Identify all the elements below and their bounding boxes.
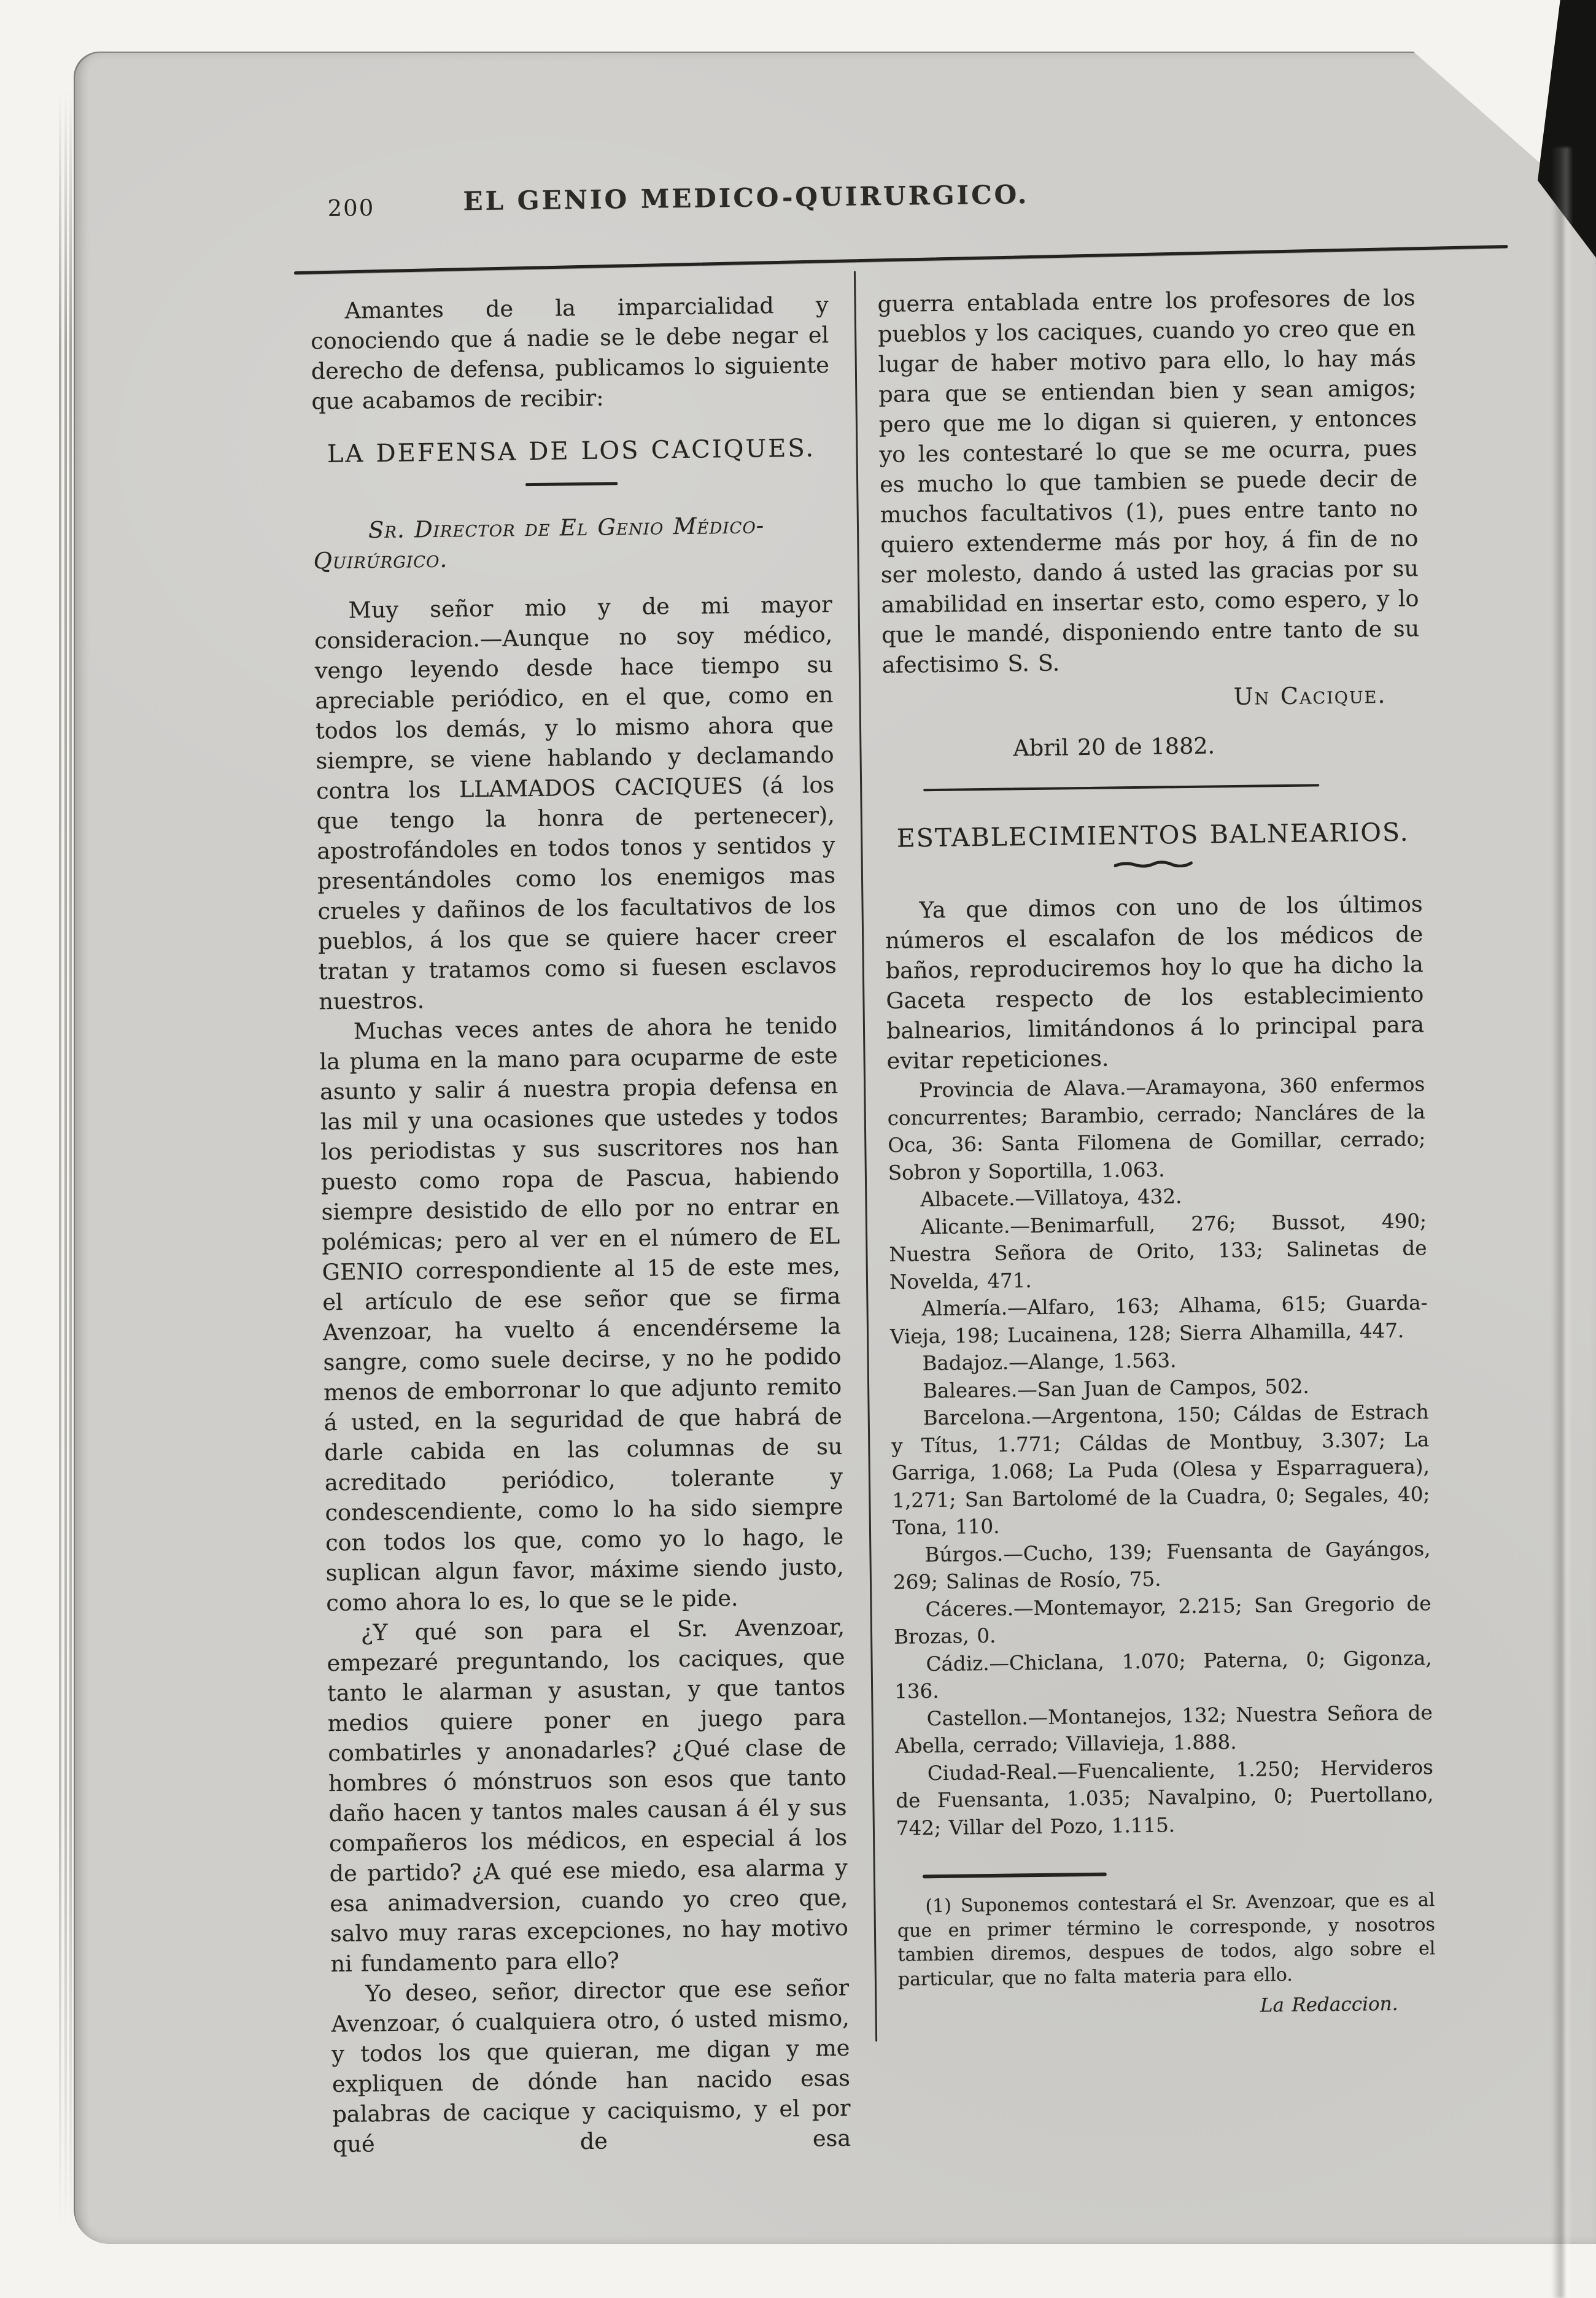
letter-date: Abril 20 de 1882. <box>1013 732 1215 762</box>
sheet-edge-line <box>59 92 61 2228</box>
sheet-edge-line <box>64 92 67 2228</box>
section-intro: Ya que dimos con uno de los últimos números el escalafon de los médicos de baños, reproduciremos hoy lo que ha dicho la Gaceta respecto de los establecimiento balnearios, limitándonos á lo principal para evitar repeticiones. <box>885 891 1425 1074</box>
balneario-entry: Castellon.—Montanejos, 132; Nuestra Señora de Abella, cerrado; Villavieja, 1.888. <box>895 1700 1433 1758</box>
balneario-list <box>887 1070 1434 1842</box>
letter-signature: Un Cacique. <box>1233 681 1387 711</box>
journal-title: EL GENIO MEDICO-QUIRURGICO. <box>463 179 1029 217</box>
intro-paragraph: Amantes de la imparcialidad y conociendo que á nadie se le debe negar el derecho de defensa, publicamos lo siguiente que acabamos de recibir: <box>310 292 830 415</box>
section-divider-rule <box>923 784 1319 791</box>
column-divider <box>854 271 877 2042</box>
balneario-entry: Ciudad-Real.—Fuencaliente, 1.250; Hervideros de Fuensanta, 1.035; Navalpino, 0; Puertollano, 742; Villar del Pozo, 1.115. <box>896 1755 1434 1840</box>
balneario-entry: Cáceres.—Montemayor, 2.215; San Gregorio de Brozas, 0. <box>893 1591 1431 1649</box>
footnote-rule <box>923 1873 1107 1879</box>
balneario-entry: Cádiz.—Chiclana, 1.070; Paterna, 0; Gigonza, 136. <box>894 1646 1432 1703</box>
balneario-entry: Badajoz.—Alange, 1.563. <box>922 1348 1177 1375</box>
letter-paragraph: Muchas veces antes de ahora he tenido la pluma en la mano para ocuparme de este asunto y salir á nuestra propia defensa en las mil y una ocasiones que ustedes y todos los periodistas y sus suscritores nos han puesto como ropa de Pascua, habiendo siempre desistido de ello por no entrar en polémicas; pero al ver en el número de EL GENIO correspondiente al 15 de este mes, el artículo de ese señor que se firma Avenzoar, ha vuelto á encendérseme la sangre, como suele decirse, y no he podido menos de emborronar lo que adjunto remito á usted, en la seguridad de que habrá de darle cabida en las columnas de su acreditado periódico, tolerante y condescendiente, como lo ha sido siempre con todos los que, como yo lo hago, le suplican algun favor, máxime siendo justo, como ahora lo es, lo que se le pide. <box>319 1012 844 1617</box>
letter-salutation: Sr. Director de El Genio Médico-Quirúrgico. <box>313 512 765 574</box>
balneario-entry: Albacete.—Villatoya, 432. <box>920 1185 1182 1212</box>
page-content <box>63 42 1596 2253</box>
balneario-entry: Baleares.—San Juan de Campos, 502. <box>922 1374 1309 1402</box>
footnote-signature: La Redaccion. <box>1260 1992 1398 2017</box>
article-heading: LA DEFENSA DE LOS CACIQUES. <box>327 434 816 469</box>
section-squiggle-rule <box>1114 860 1193 869</box>
left-column <box>310 290 851 2159</box>
page-number: 200 <box>327 195 375 222</box>
balneario-entry: Provincia de Alava.—Aramayona, 360 enfermos concurrentes; Barambio, cerrado; Nancláres de la Oca, 36: Santa Filomena de Gomillar, cerrado; Sobron y Soportilla, 1.063. <box>887 1072 1426 1185</box>
letter-continuation: guerra entablada entre los profesores de los pueblos y los caciques, cuando yo creo que en lugar de haber motivo para ello, lo hay más para que se entiendan bien y sean amigos; pero que me lo digan si quieren, y entonces yo les contestaré lo que se me ocurra, pues es mucho lo que tambien se puede decir de muchos facultativos (1), pues entre tanto no quiero extenderme más por hoy, á fin de no ser molesto, dando á usted las gracias por su amabilidad en insertar esto, como espero, y lo que le mandé, disponiendo entre tanto de su afectisimo S. S. <box>877 284 1420 679</box>
header-rule <box>294 245 1508 274</box>
article-heading-rule <box>525 482 618 486</box>
letter-paragraph: ¿Y qué son para el Sr. Avenzoar, empezaré preguntando, los caciques, que tanto le alarman y asustan, y que tantos medios quiere poner en juego para combatirles y anonadarles? ¿Qué clase de hombres ó mónstruos son esos que tanto daño hacen y tantos males causan á él y sus compañeros los médicos, en especial á los de partido? ¿A qué ese miedo, esa alarma y esa animadversion, cuando yo creo que, salvo muy raras excepciones, no hay motivo ni fundamento para ello? <box>327 1613 849 1978</box>
letter-paragraph: Muy señor mio y de mi mayor consideracion.—Aunque no soy médico, vengo leyendo desde hace tiempo su apreciable periódico, en el que, como en todos los demás, y lo mismo ahora que siempre, se viene hablando y declamando contra los LLAMADOS CACIQUES (á los que tengo la honra de pertenecer), apostrofándoles en todos tonos y sentidos y presentándoles como los enemigos mas crueles y dañinos de los facultativos de los pueblos, á los que se quiere hacer creer tratan y tratamos como si fuesen esclavos nuestros. <box>314 591 837 1015</box>
balneario-entry: Almería.—Alfaro, 163; Alhama, 615; Guarda-Vieja, 198; Lucainena, 128; Sierra Alhamilla, 447. <box>889 1291 1428 1348</box>
section-heading: ESTABLECIMIENTOS BALNEARIOS. <box>896 817 1409 853</box>
balneario-entry: Barcelona.—Argentona, 150; Cáldas de Estrach y Títus, 1.771; Cáldas de Montbuy, 3.307; La Garriga, 1.068; La Puda (Olesa y Esparraguera), 1,271; San Bartolomé de la Cuadra, 0; Segales, 40; Tona, 110. <box>891 1400 1430 1539</box>
footnote-text: (1) Suponemos contestará el Sr. Avenzoar, que es al que en primer término le corresponde, y nosotros tambien diremos, despues de todos, algo sobre el particular, que no falta materia para ello. <box>897 1889 1436 1990</box>
letter-body <box>314 589 851 2159</box>
balneario-entry: Alicante.—Benimarfull, 276; Bussot, 490; Nuestra Señora de Orito, 133; Salinetas de Novelda, 471. <box>889 1209 1427 1294</box>
balneario-entry: Búrgos.—Cucho, 139; Fuensanta de Gayángos, 269; Salinas de Rosío, 75. <box>893 1536 1431 1594</box>
letter-paragraph: Yo deseo, señor, director que ese señor Avenzoar, ó cualquiera otro, ó usted mismo, y todos los que quieran, me digan y me expliquen de dónde han nacido esas palabras de cacique y caciquismo, y el por qué de esa <box>331 1974 851 2158</box>
right-column <box>877 282 1436 2025</box>
